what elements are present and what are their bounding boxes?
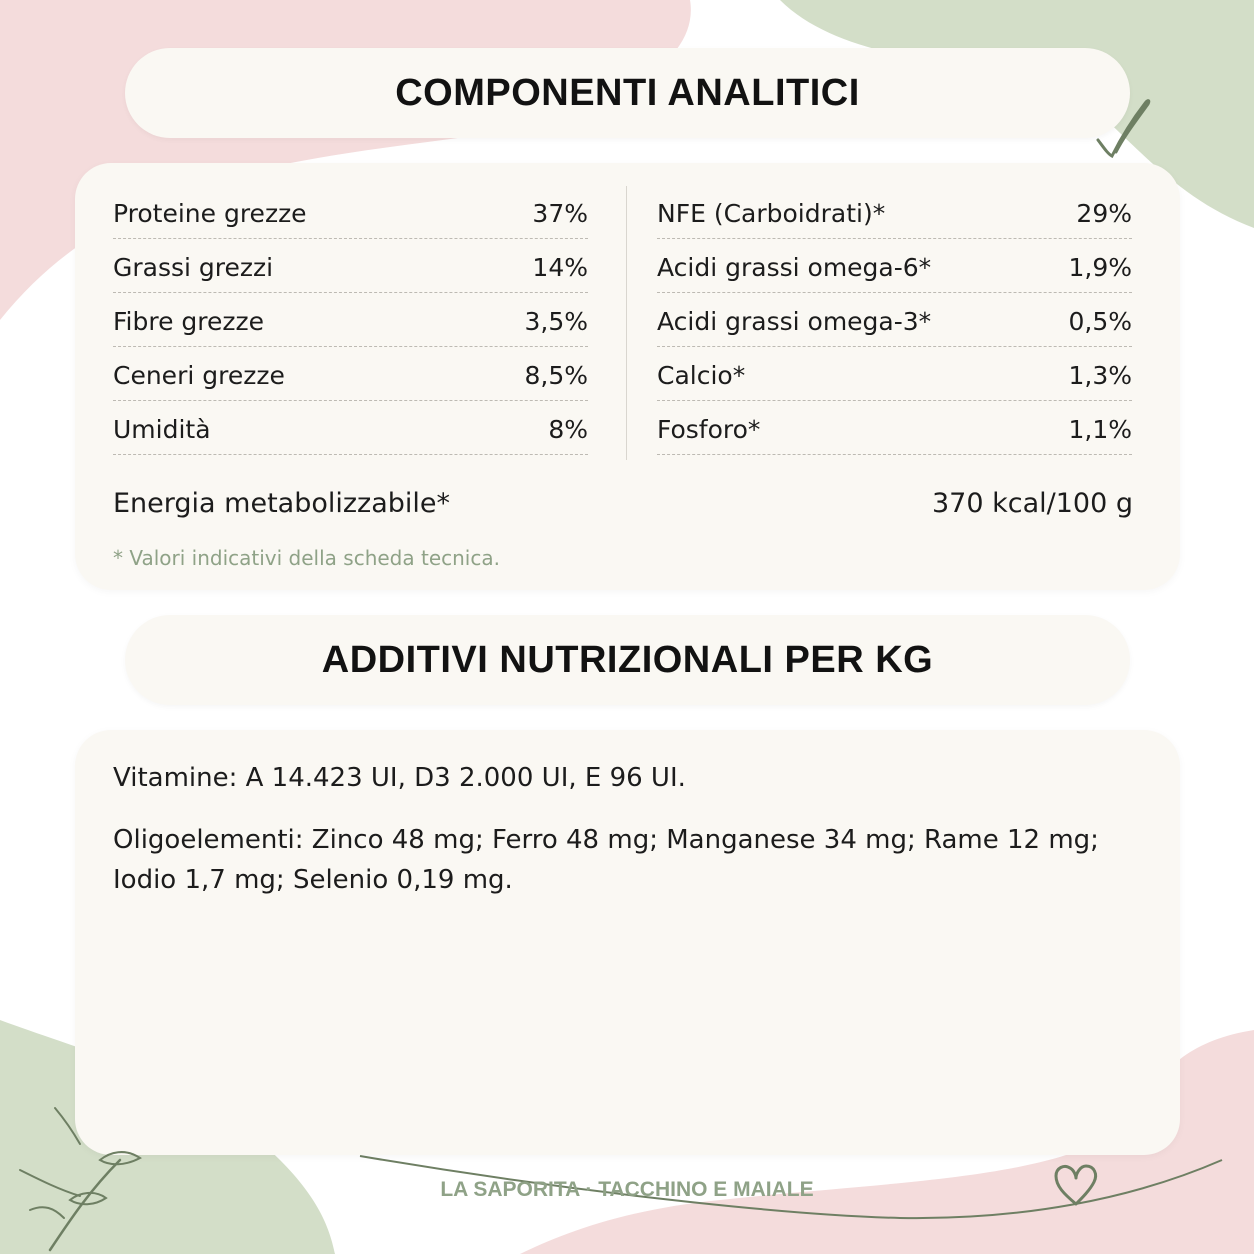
analitici-title: COMPONENTI ANALITICI <box>395 71 860 114</box>
oligoelementi-text: Oligoelementi: Zinco 48 mg; Ferro 48 mg; Manganese 34 mg; Rame 12 mg; Iodio 1,7 mg; Selenio 0,19 mg. <box>113 825 1099 895</box>
nutrient-value: 3,5% <box>524 307 588 336</box>
nutrient-value: 0,5% <box>1068 307 1132 336</box>
vitamine-text: Vitamine: A 14.423 UI, D3 2.000 UI, E 96 UI. <box>113 763 686 793</box>
nutrient-value: 8% <box>548 415 588 444</box>
nutrient-value: 29% <box>1076 199 1132 228</box>
nutrient-value: 37% <box>532 199 588 228</box>
nutrient-value: 1,9% <box>1068 253 1132 282</box>
additivi-title: ADDITIVI NUTRIZIONALI PER KG <box>321 638 934 681</box>
nutrient-value: 14% <box>532 253 588 282</box>
footnote: * Valori indicativi della scheda tecnica. <box>113 546 500 570</box>
nutrient-value: 1,3% <box>1068 361 1132 390</box>
energy-label: Energia metabolizzabile* <box>113 488 451 519</box>
analitici-heading-pill <box>125 48 1130 138</box>
nutrient-label: Fibre grezze <box>113 307 265 336</box>
nutrient-label: Umidità <box>113 415 211 444</box>
nutrient-row <box>657 401 1132 455</box>
nutrient-row <box>657 239 1132 293</box>
energy-row <box>113 488 1133 519</box>
nutrient-row <box>113 185 588 239</box>
nutrient-row <box>113 239 588 293</box>
nutrient-row <box>113 401 588 455</box>
nutrient-row <box>657 347 1132 401</box>
nutrient-label: Calcio* <box>657 361 746 390</box>
heart-doodle-icon <box>1050 1160 1102 1210</box>
nutrient-value: 1,1% <box>1068 415 1132 444</box>
analitici-right-column <box>657 185 1132 455</box>
nutrient-label: Acidi grassi omega-6* <box>657 253 932 282</box>
energy-value: 370 kcal/100 g <box>932 488 1133 519</box>
nutrient-label: NFE (Carboidrati)* <box>657 199 886 228</box>
check-doodle-icon <box>1088 92 1158 164</box>
nutrient-label: Proteine grezze <box>113 199 307 228</box>
leaf-doodle-icon <box>10 1100 160 1254</box>
nutrient-label: Ceneri grezze <box>113 361 285 390</box>
nutrient-row <box>657 185 1132 239</box>
footer-text: LA SAPORITA · TACCHINO E MAIALE <box>440 1178 814 1201</box>
nutrient-label: Fosforo* <box>657 415 761 444</box>
nutrient-label: Grassi grezzi <box>113 253 274 282</box>
nutrient-value: 8,5% <box>524 361 588 390</box>
nutrient-row <box>113 293 588 347</box>
column-divider <box>626 186 627 460</box>
nutrient-row <box>113 347 588 401</box>
nutrient-row <box>657 293 1132 347</box>
nutrient-label: Acidi grassi omega-3* <box>657 307 932 336</box>
additivi-heading-pill <box>125 615 1130 705</box>
analitici-left-column <box>113 185 588 455</box>
